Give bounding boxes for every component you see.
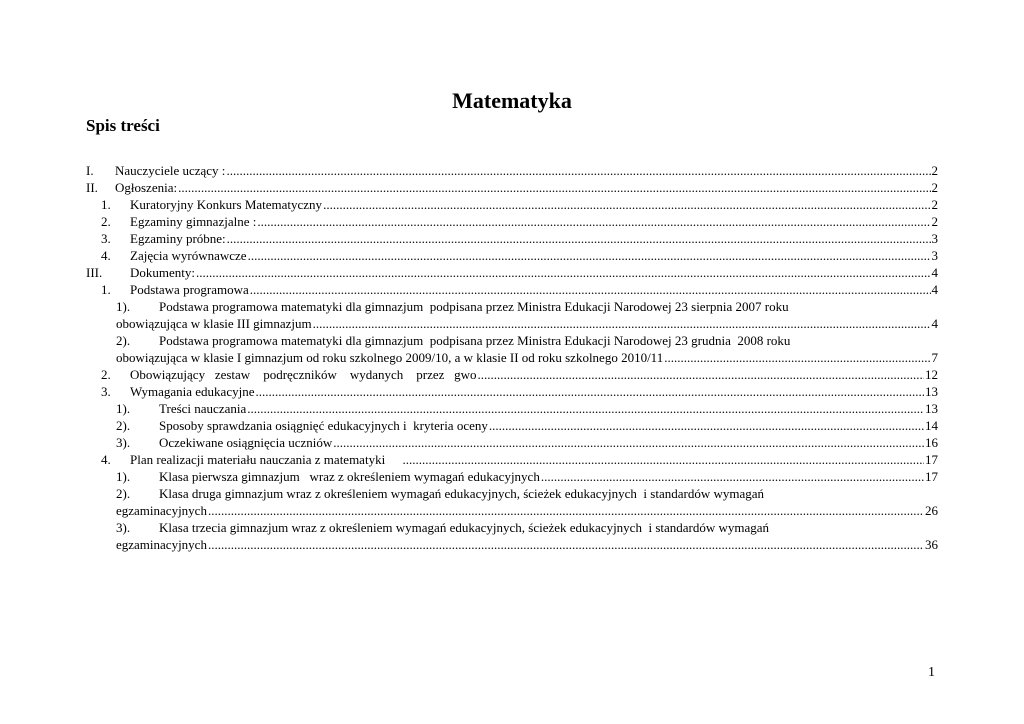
toc-entry-text: egzaminacyjnych	[116, 503, 207, 518]
toc-leader-dots	[541, 468, 924, 485]
toc-entry-number: 3.	[101, 384, 111, 399]
toc-leader-dots	[247, 400, 924, 417]
toc-leader-dots	[257, 213, 930, 230]
toc-leader-dots	[250, 281, 931, 298]
toc-entry-page: 2	[931, 180, 938, 195]
toc-entry-page: 2	[931, 163, 938, 178]
toc-entry-page: 7	[931, 350, 938, 365]
toc-entry-text: Sposoby sprawdzania osiągnięć edukacyjnych i kryteria oceny	[159, 418, 488, 433]
toc-entry-text: Egzaminy próbne:	[130, 231, 226, 246]
toc-entry-text: Nauczyciele uczący :	[115, 163, 226, 178]
toc-entry-number: 1).	[116, 469, 131, 484]
toc-entry[interactable]	[86, 349, 938, 366]
toc-entry[interactable]	[86, 400, 938, 417]
toc-leader-dots	[248, 247, 931, 264]
toc-entry-first-line[interactable]	[86, 485, 938, 502]
toc-leader-dots	[489, 417, 924, 434]
toc-entry-number: 3).	[116, 520, 131, 535]
toc-entry[interactable]	[86, 434, 938, 451]
toc-entry[interactable]	[86, 281, 938, 298]
toc-leader-dots	[255, 383, 924, 400]
toc-leader-dots	[208, 536, 924, 553]
toc-entry-text: Egzaminy gimnazjalne :	[130, 214, 257, 229]
toc-entry[interactable]	[86, 162, 938, 179]
toc-entry-first-line[interactable]	[86, 519, 938, 536]
toc-entry-page: 3	[931, 248, 938, 263]
toc-entry-page: 12	[925, 367, 938, 382]
toc-entry-first-line[interactable]	[86, 332, 938, 349]
toc-entry[interactable]	[86, 213, 938, 230]
toc-entry-text: Kuratoryjny Konkurs Matematyczny	[130, 197, 323, 212]
toc-entry-number: 1).	[116, 401, 131, 416]
toc-entry-number: 2).	[116, 333, 131, 348]
toc-entry[interactable]	[86, 179, 938, 196]
toc-entry-number: I.	[86, 163, 94, 178]
toc-entry-page: 2	[931, 214, 938, 229]
toc-entry-page: 17	[925, 469, 938, 484]
toc-entry-page: 3	[931, 231, 938, 246]
toc-entry-page: 16	[925, 435, 938, 450]
toc-entry[interactable]	[86, 502, 938, 519]
toc-entry-page: 36	[925, 537, 938, 552]
toc-entry[interactable]	[86, 366, 938, 383]
toc-leader-dots	[196, 264, 931, 281]
toc-entry-text: Dokumenty:	[130, 265, 195, 280]
toc-entry-page: 4	[931, 316, 938, 331]
toc-entry-page: 17	[925, 452, 938, 467]
toc-leader-dots	[333, 434, 924, 451]
toc-entry-text: Wymagania edukacyjne	[130, 384, 255, 399]
toc-entry-page: 2	[931, 197, 938, 212]
toc-leader-dots	[178, 179, 930, 196]
toc-entry-page: 4	[931, 265, 938, 280]
toc-entry-text-line1: Klasa trzecia gimnazjum wraz z określeniem wymagań edukacyjnych, ścieżek edukacyjnych i standardów wymagań	[159, 520, 770, 535]
toc-leader-dots	[208, 502, 924, 519]
toc-entry-text: Obowiązujący zestaw podręczników wydanych przez gwo	[130, 367, 477, 382]
toc-entry-text: egzaminacyjnych	[116, 537, 207, 552]
toc-entry-number: III.	[86, 265, 103, 280]
toc-entry[interactable]	[86, 247, 938, 264]
toc-entry-number: 1).	[116, 299, 131, 314]
toc-entry[interactable]	[86, 230, 938, 247]
toc-entry-number: 2).	[116, 486, 131, 501]
toc-entry-number: 1.	[101, 197, 111, 212]
toc-entry-text: Zajęcia wyrównawcze	[130, 248, 247, 263]
page-number: 1	[928, 665, 935, 680]
toc-leader-dots	[323, 196, 930, 213]
toc-leader-dots	[478, 366, 924, 383]
toc-entry-text: Plan realizacji materiału nauczania z matematyki	[130, 452, 402, 467]
toc-entry-text: Podstawa programowa	[130, 282, 249, 297]
toc-entry-text: Oczekiwane osiągnięcia uczniów	[159, 435, 333, 450]
toc-entry-text-line1: Klasa druga gimnazjum wraz z określeniem wymagań edukacyjnych, ścieżek edukacyjnych i standardów wymagań	[159, 486, 765, 501]
toc-entry-page: 14	[925, 418, 938, 433]
toc-entry[interactable]	[86, 451, 938, 468]
toc-entry-number: 2).	[116, 418, 131, 433]
toc-entry-number: 4.	[101, 248, 111, 263]
toc-entry-text: Treści nauczania	[159, 401, 247, 416]
toc-leader-dots	[227, 230, 931, 247]
toc-entry-text: obowiązująca w klasie I gimnazjum od roku szkolnego 2009/10, a w klasie II od roku szkolnego 2010/11	[116, 350, 664, 365]
toc-entry[interactable]	[86, 536, 938, 553]
toc-entry-first-line[interactable]	[86, 298, 938, 315]
toc-entry-text-line1: Podstawa programowa matematyki dla gimnazjum podpisana przez Ministra Edukacji Narodowej 23 grudnia 2008 roku	[159, 333, 791, 348]
toc-leader-dots	[402, 451, 924, 468]
toc-entry[interactable]	[86, 383, 938, 400]
toc-entry-page: 13	[925, 384, 938, 399]
toc-entry[interactable]	[86, 417, 938, 434]
table-of-contents	[86, 162, 938, 553]
toc-leader-dots	[664, 349, 930, 366]
toc-entry-text: Klasa pierwsza gimnazjum wraz z określeniem wymagań edukacyjnych	[159, 469, 540, 484]
toc-heading: Spis treści	[86, 116, 160, 135]
toc-entry-text: Ogłoszenia:	[115, 180, 178, 195]
toc-entry[interactable]	[86, 196, 938, 213]
toc-entry-number: 1.	[101, 282, 111, 297]
toc-entry-number: 4.	[101, 452, 111, 467]
document-title: Matematyka	[452, 88, 572, 113]
toc-entry-page: 4	[931, 282, 938, 297]
toc-entry[interactable]	[86, 315, 938, 332]
toc-entry-page: 26	[925, 503, 938, 518]
toc-entry-number: 2.	[101, 214, 111, 229]
toc-entry[interactable]	[86, 264, 938, 281]
toc-entry-page: 13	[925, 401, 938, 416]
toc-leader-dots	[226, 162, 930, 179]
toc-entry-number: 3.	[101, 231, 111, 246]
toc-entry[interactable]	[86, 468, 938, 485]
toc-entry-number: 3).	[116, 435, 131, 450]
toc-entry-text: obowiązująca w klasie III gimnazjum	[116, 316, 312, 331]
toc-leader-dots	[313, 315, 931, 332]
toc-entry-number: 2.	[101, 367, 111, 382]
toc-entry-number: II.	[86, 180, 98, 195]
toc-entry-text-line1: Podstawa programowa matematyki dla gimnazjum podpisana przez Ministra Edukacji Narodowej 23 sierpnia 2007 roku	[159, 299, 789, 314]
